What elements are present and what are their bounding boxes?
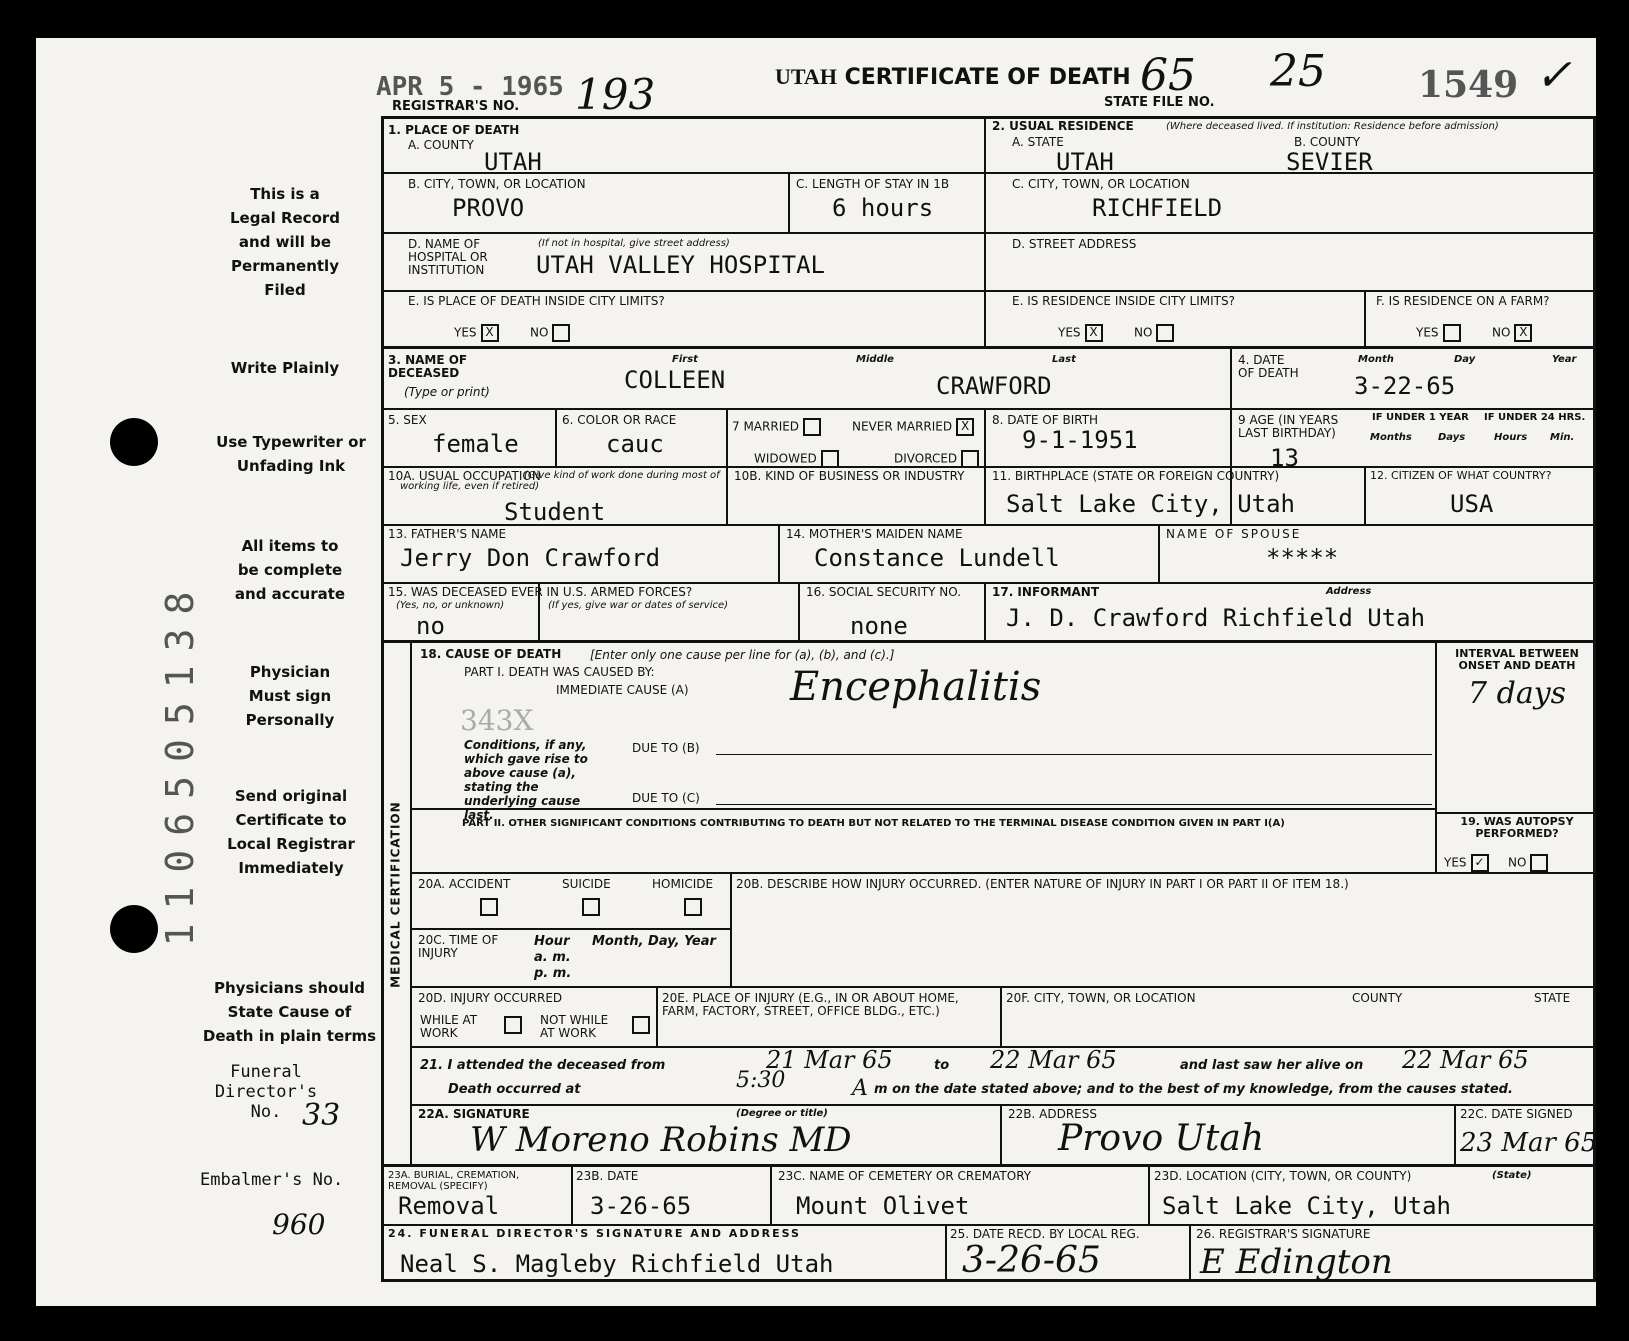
residence-label: 2. USUAL RESIDENCE [992, 119, 1134, 133]
ssn: none [850, 612, 908, 640]
conditions-note: Conditions, if any, which gave rise to above cause (a), stating the underlying cause last. [464, 738, 588, 822]
typewriter-note: Use Typewriter or Unfading Ink [216, 433, 366, 475]
occupation-label: 10A. USUAL OCCUPATION [388, 469, 541, 483]
burial-location: Salt Lake City, Utah [1162, 1192, 1451, 1220]
no-checkbox[interactable]: X [1514, 324, 1532, 342]
am-label: a. m. [534, 950, 571, 965]
recd-label: 25. DATE RECD. BY LOCAL REG. [950, 1227, 1140, 1241]
embalmer-label: Embalmer's No. [200, 1170, 344, 1190]
ssn-label: 16. SOCIAL SECURITY NO. [806, 585, 962, 599]
due-b-label: DUE TO (B) [632, 741, 700, 755]
fd-label: 24. FUNERAL DIRECTOR'S SIGNATURE AND ADDRESS [388, 1227, 801, 1240]
recd-date: 3-26-65 [962, 1240, 1101, 1281]
informant-label: 17. INFORMANT [992, 585, 1100, 599]
res-city: RICHFIELD [1092, 194, 1223, 222]
degree-label: (Degree or title) [736, 1108, 828, 1119]
check-mark: ✓ [1535, 50, 1572, 101]
spouse-name: ***** [1266, 544, 1339, 572]
res-inside-label: E. IS RESIDENCE INSIDE CITY LIMITS? [1012, 294, 1235, 308]
cause-label: 18. CAUSE OF DEATH [420, 647, 562, 661]
cause-code: 343X [460, 704, 534, 737]
death-ampm: A [852, 1076, 868, 1101]
spouse-label: NAME OF SPOUSE [1166, 527, 1302, 541]
accident-label: 20A. ACCIDENT [418, 877, 511, 891]
funeral-director: Neal S. Magleby Richfield Utah [400, 1250, 834, 1278]
stamp-date: APR 5 - 1965 [376, 72, 564, 102]
no-label: NO [530, 325, 549, 340]
yes-label: YES [1416, 325, 1439, 340]
armed-forces: no [416, 612, 445, 640]
immediate-label: IMMEDIATE CAUSE (A) [556, 683, 689, 697]
write-plainly-note: Write Plainly [230, 359, 340, 377]
certificate-title [775, 64, 1131, 90]
attended-label: 21. I attended the deceased from [420, 1058, 666, 1073]
never-married-label: NEVER MARRIED [852, 419, 953, 434]
state-file-no-a: 65 [1140, 50, 1196, 101]
death-occurred-label: Death occurred at [448, 1082, 581, 1097]
yes-checkbox[interactable] [1443, 324, 1461, 342]
cemetery-label: 23C. NAME OF CEMETERY OR CREMATORY [778, 1169, 1032, 1183]
state-cause-note: Physicians should State Cause of Death in plain terms [202, 979, 377, 1045]
injury-desc-label: 20B. DESCRIBE HOW INJURY OCCURRED. (ENTER NATURE OF INJURY IN PART I OR PART II OF ITEM 18.) [736, 877, 1349, 891]
farm-no [1492, 324, 1532, 342]
serial-number: 1549 [1418, 64, 1519, 106]
inside-limits-label: E. IS PLACE OF DEATH INSIDE CITY LIMITS? [408, 294, 665, 308]
no-label: NO [1508, 855, 1527, 870]
cause-a: Encephalitis [790, 664, 1042, 710]
stay-label: C. LENGTH OF STAY IN 1B [796, 177, 950, 191]
hospital-note: (If not in hospital, give street address) [538, 238, 730, 249]
accident-checkbox[interactable] [480, 898, 498, 916]
deceased-middle: CRAWFORD [936, 372, 1052, 400]
place-injury-label: 20E. PLACE OF INJURY (E.G., IN OR ABOUT HOME, FARM, FACTORY, STREET, OFFICE BLDG., ETC.) [662, 991, 959, 1019]
year-label: Year [1552, 354, 1577, 365]
autopsy-yes-checkbox[interactable]: ✓ [1471, 854, 1489, 872]
physician-note: Physician Must sign Personally [245, 663, 335, 729]
last-label: Last [1052, 354, 1076, 365]
father-name: Jerry Don Crawford [400, 544, 661, 572]
homicide-checkbox[interactable] [684, 898, 702, 916]
funeral-no-label: Funeral Director's No. [214, 1062, 318, 1122]
burial-type: Removal [398, 1192, 500, 1220]
married-checkbox[interactable] [803, 418, 821, 436]
burial-date-label: 23B. DATE [576, 1169, 639, 1183]
registrar-no-label: REGISTRAR'S NO. [392, 99, 520, 114]
autopsy-no-checkbox[interactable] [1530, 854, 1548, 872]
mother-name: Constance Lundell [814, 544, 1060, 572]
yes-label: YES [1444, 855, 1467, 870]
to-label: to [934, 1058, 950, 1073]
armed-note: (Yes, no, or unknown) [396, 600, 505, 611]
res-state-label: A. STATE [1012, 135, 1064, 149]
under24-label: IF UNDER 24 HRS. [1484, 412, 1586, 423]
autopsy-yes [1444, 854, 1489, 872]
months-label: Months [1370, 432, 1412, 443]
divorced-label: DIVORCED [894, 451, 958, 466]
stay-length: 6 hours [832, 194, 934, 222]
date-of-birth: 9-1-1951 [1022, 426, 1138, 454]
farm-yes [1416, 324, 1461, 342]
punch-hole [110, 418, 158, 466]
injury-occurred-label: 20D. INJURY OCCURRED [418, 991, 563, 1005]
registrar-sig-label: 26. REGISTRAR'S SIGNATURE [1196, 1227, 1371, 1241]
not-while-label: NOT WHILE AT WORK [540, 1013, 609, 1041]
part1-label: PART I. DEATH WAS CAUSED BY: [464, 665, 655, 679]
dob-label: 8. DATE OF BIRTH [992, 413, 1099, 427]
widowed-option [754, 450, 839, 468]
armed-label: 15. WAS DECEASED EVER IN U.S. ARMED FORCES? [388, 585, 693, 599]
burial-state-label: (State) [1492, 1170, 1532, 1181]
death-city-label: B. CITY, TOWN, OR LOCATION [408, 177, 586, 191]
suicide-label: SUICIDE [562, 877, 611, 891]
hospital-name: UTAH VALLEY HOSPITAL [536, 251, 825, 279]
funeral-no: 33 [302, 1098, 341, 1133]
signature-label: 22A. SIGNATURE [418, 1107, 530, 1121]
res-inside-no [1134, 324, 1174, 342]
attended-to: 22 Mar 65 [990, 1046, 1117, 1074]
inside-limits-no [530, 324, 570, 342]
embalmer-no: 960 [272, 1208, 326, 1241]
hour-label: Hour [534, 934, 570, 949]
legal-note: This is a Legal Record and will be Permanently Filed [230, 185, 341, 299]
married-label: 7 MARRIED [732, 419, 800, 434]
dod-label: 4. DATE OF DEATH [1238, 353, 1299, 381]
while-work-label: WHILE AT WORK [420, 1013, 478, 1041]
registrar-no: 193 [575, 70, 656, 119]
inside-limits-yes [454, 324, 499, 342]
middle-label: Middle [856, 354, 894, 365]
under1-label: IF UNDER 1 YEAR [1372, 412, 1469, 423]
last-saw-date: 22 Mar 65 [1402, 1046, 1529, 1074]
date-signed-label: 22C. DATE SIGNED [1460, 1107, 1573, 1121]
date-of-death: 3-22-65 [1354, 372, 1456, 400]
married-option [732, 418, 821, 436]
citizen-label: 12. CITIZEN OF WHAT COUNTRY? [1370, 469, 1552, 482]
never-married-checkbox[interactable]: X [956, 418, 974, 436]
autopsy-label: 19. WAS AUTOPSY PERFORMED? [1460, 815, 1574, 841]
interval: 7 days [1468, 676, 1567, 711]
age: 13 [1270, 444, 1299, 472]
pm-label: p. m. [534, 966, 572, 981]
yes-checkbox[interactable]: X [481, 324, 499, 342]
min-label: Min. [1550, 432, 1575, 443]
cemetery: Mount Olivet [796, 1192, 970, 1220]
occupation: Student [504, 498, 606, 526]
place-of-death-label: 1. PLACE OF DEATH [388, 123, 520, 137]
punch-hole [110, 905, 158, 953]
send-original-note: Send original Certificate to Local Registrar Immediately [227, 787, 355, 877]
suicide-checkbox[interactable] [582, 898, 600, 916]
no-checkbox[interactable] [552, 324, 570, 342]
res-county: SEVIER [1286, 148, 1373, 176]
mother-label: 14. MOTHER'S MAIDEN NAME [786, 527, 963, 541]
hours-label: Hours [1494, 432, 1528, 443]
autopsy-no [1508, 854, 1548, 872]
race: cauc [606, 430, 664, 458]
attended-from: 21 Mar 65 [766, 1046, 893, 1074]
city-injury-label: 20F. CITY, TOWN, OR LOCATION [1006, 991, 1196, 1005]
death-city: PROVO [452, 194, 525, 222]
never-married-option [852, 418, 974, 436]
widowed-checkbox[interactable] [821, 450, 839, 468]
informant-address-label: Address [1326, 586, 1372, 597]
widowed-label: WIDOWED [754, 451, 817, 466]
occupation-note: (Give kind of work done during most of working life, even if retired) [400, 470, 720, 492]
state-file-no-label: STATE FILE NO. [1104, 95, 1215, 110]
burial-date: 3-26-65 [590, 1192, 692, 1220]
title-state: UTAH [775, 64, 837, 89]
burial-type-label: 23A. BURIAL, CREMATION, REMOVAL (SPECIFY) [388, 1170, 520, 1192]
death-time: 5:30 [736, 1068, 786, 1093]
informant: J. D. Crawford Richfield Utah [1006, 604, 1426, 632]
sex: female [432, 430, 519, 458]
res-county-label: B. COUNTY [1294, 135, 1361, 149]
hospital-label: D. NAME OF HOSPITAL OR INSTITUTION [408, 237, 488, 278]
war-note: (If yes, give war or dates of service) [548, 600, 729, 611]
last-saw-label: and last saw her alive on [1180, 1058, 1364, 1073]
title-text: CERTIFICATE OF DEATH [844, 65, 1131, 90]
death-county: UTAH [484, 148, 542, 176]
divorced-checkbox[interactable] [961, 450, 979, 468]
race-label: 6. COLOR OR RACE [562, 413, 677, 427]
no-label: NO [1134, 325, 1153, 340]
deceased-name-sub: (Type or print) [404, 385, 490, 399]
age-label: 9 AGE (IN YEARS LAST BIRTHDAY) [1238, 413, 1339, 441]
state-injury-label: STATE [1534, 991, 1571, 1005]
no-label: NO [1492, 325, 1511, 340]
no-checkbox[interactable] [1156, 324, 1174, 342]
death-county-label: A. COUNTY [408, 138, 474, 152]
res-inside-yes [1058, 324, 1103, 342]
mdy-label: Month, Day, Year [592, 934, 716, 949]
physician-address: Provo Utah [1058, 1118, 1265, 1159]
yes-checkbox[interactable]: X [1085, 324, 1103, 342]
complete-note: All items to be complete and accurate [234, 537, 346, 603]
yes-label: YES [1058, 325, 1081, 340]
divorced-option [894, 450, 979, 468]
deceased-name-label: 3. NAME OF DECEASED [388, 353, 468, 381]
residence-note: (Where deceased lived. If institution: Residence before admission) [1166, 121, 1499, 132]
physician-address-label: 22B. ADDRESS [1008, 1107, 1097, 1121]
part2-label: PART II. OTHER SIGNIFICANT CONDITIONS CONTRIBUTING TO DEATH BUT NOT RELATED TO THE TERMINAL DISEASE CONDITION GIVEN IN PART I(A) [462, 818, 1285, 829]
citizen: USA [1450, 490, 1494, 518]
time-injury-label: 20C. TIME OF INJURY [418, 933, 499, 961]
state-file-no-b: 25 [1270, 46, 1326, 97]
first-label: First [672, 354, 698, 365]
cause-note: [Enter only one cause per line for (a), (b), and (c).] [590, 648, 895, 662]
sex-label: 5. SEX [388, 413, 427, 427]
res-city-label: C. CITY, TOWN, OR LOCATION [1012, 177, 1190, 191]
date-signed: 23 Mar 65 [1460, 1128, 1598, 1158]
homicide-label: HOMICIDE [652, 877, 714, 891]
while-work-checkbox[interactable] [504, 1016, 522, 1034]
yes-label: YES [454, 325, 477, 340]
vertical-file-number: 1106505138 [158, 577, 202, 947]
due-c-label: DUE TO (C) [632, 791, 700, 805]
day-label: Day [1454, 354, 1476, 365]
res-state: UTAH [1056, 148, 1114, 176]
interval-label: INTERVAL BETWEEN ONSET AND DEATH [1455, 647, 1579, 673]
burial-location-label: 23D. LOCATION (CITY, TOWN, OR COUNTY) [1154, 1169, 1412, 1183]
physician-signature: W Moreno Robins MD [470, 1120, 852, 1160]
business-label: 10B. KIND OF BUSINESS OR INDUSTRY [734, 469, 965, 483]
birthplace-label: 11. BIRTHPLACE (STATE OR FOREIGN COUNTRY) [992, 469, 1280, 483]
birthplace: Salt Lake City, Utah [1006, 490, 1295, 518]
county-injury-label: COUNTY [1352, 991, 1403, 1005]
month-label: Month [1358, 354, 1394, 365]
medical-certification-label: MEDICAL CERTIFICATION [388, 801, 403, 988]
farm-label: F. IS RESIDENCE ON A FARM? [1376, 294, 1550, 308]
deceased-first: COLLEEN [624, 366, 726, 394]
days-label: Days [1438, 432, 1466, 443]
father-label: 13. FATHER'S NAME [388, 527, 507, 541]
street-label: D. STREET ADDRESS [1012, 237, 1137, 251]
registrar-signature: E Edington [1200, 1242, 1393, 1282]
not-while-checkbox[interactable] [632, 1016, 650, 1034]
death-tail: m on the date stated above; and to the best of my knowledge, from the causes stated. [874, 1082, 1513, 1097]
